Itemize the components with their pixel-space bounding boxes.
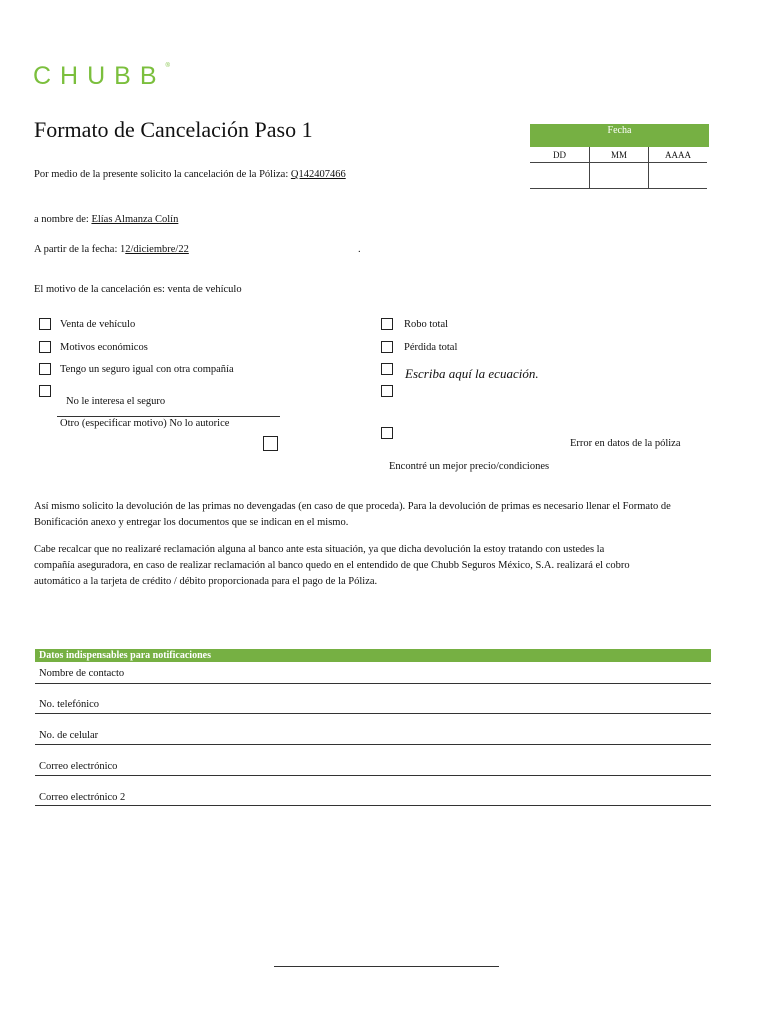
name-line — [34, 214, 178, 225]
fecha-input-row — [530, 163, 709, 189]
contact-label-nombre: Nombre de contacto — [39, 668, 125, 679]
contact-section-header: Datos indispensables para notificaciones — [35, 649, 711, 662]
paragraph-reclamacion-line3: automático a la tarjeta de crédito / débito proporcionada para el pago de la Póliza. — [34, 576, 378, 587]
checkbox-perdida-total[interactable] — [381, 341, 393, 353]
contact-label-telefono: No. telefónico — [39, 699, 100, 710]
logo-text: CHUBB — [33, 62, 166, 90]
checkbox-otro-seguro[interactable] — [39, 363, 51, 375]
name-value[interactable]: Elías Almanza Colín — [91, 214, 179, 225]
date-dot: . — [358, 244, 361, 255]
paragraph-reclamacion-line2: compañía aseguradora, en caso de realizar reclamación al banco quedo en el entendido de que Chubb Seguros México, S.A. realizará el cobro — [34, 560, 630, 571]
contact-field-correo-2[interactable] — [35, 805, 711, 806]
reason-motivos-economicos: Motivos económicos — [60, 342, 148, 353]
reason-robo-total: Robo total — [404, 319, 449, 330]
contact-field-correo[interactable] — [35, 775, 711, 776]
reason-line: El motivo de la cancelación es: venta de vehículo — [34, 284, 242, 295]
reason-perdida-total: Pérdida total — [404, 342, 458, 353]
registered-mark: ® — [165, 62, 170, 69]
chubb-logo — [33, 62, 195, 94]
fecha-header: Fecha — [530, 124, 709, 147]
fecha-mm-field[interactable] — [589, 163, 648, 189]
reason-venta-vehiculo: Venta de vehículo — [60, 319, 136, 330]
paragraph-reclamacion-line1: Cabe recalcar que no realizaré reclamación alguna al banco ante esta situación, ya que dicha devolución la estoy tratando con ustedes la — [34, 544, 605, 555]
contact-label-correo-2: Correo electrónico 2 — [39, 792, 126, 803]
signature-line[interactable] — [274, 966, 499, 967]
reason-error-datos: Error en datos de la póliza — [570, 438, 681, 449]
paragraph-devolucion — [34, 499, 714, 531]
page-title: Formato de Cancelación Paso 1 — [34, 117, 313, 142]
policy-line — [34, 169, 346, 180]
policy-number[interactable]: Q142407466 — [290, 169, 346, 180]
date-value[interactable]: 2/diciembre/22 — [125, 244, 189, 255]
checkbox-no-interesa[interactable] — [39, 385, 51, 397]
fecha-aaaa-field[interactable] — [648, 163, 707, 189]
checkbox-blank[interactable] — [381, 385, 393, 397]
checkbox-otro[interactable] — [263, 436, 278, 451]
checkbox-ecuacion[interactable] — [381, 363, 393, 375]
paragraph-devolucion-line1: Así mismo solicito la devolución de las primas no devengadas (en caso de que proceda). Para la devolución de primas es necesario llenar el Formato de — [34, 501, 671, 512]
equation-placeholder[interactable]: Escriba aquí la ecuación. — [405, 366, 539, 381]
paragraph-reclamacion — [34, 542, 714, 590]
checkbox-error-datos[interactable] — [381, 427, 393, 439]
checkbox-venta-vehiculo[interactable] — [39, 318, 51, 330]
fecha-col-mm: MM — [589, 147, 648, 163]
reason-mejor-precio: Encontré un mejor precio/condiciones — [389, 461, 550, 472]
fecha-dd-field[interactable] — [530, 163, 589, 189]
checkbox-motivos-economicos[interactable] — [39, 341, 51, 353]
policy-label: Por medio de la presente solicito la cancelación de la Póliza: — [34, 169, 289, 180]
contact-label-celular: No. de celular — [39, 730, 99, 741]
contact-field-celular[interactable] — [35, 744, 711, 745]
contact-field-telefono[interactable] — [35, 713, 711, 714]
fecha-table — [530, 124, 709, 192]
contact-label-correo: Correo electrónico — [39, 761, 118, 772]
name-label: a nombre de: — [34, 214, 89, 225]
reason-otro: Otro (especificar motivo) No lo autorice — [60, 418, 230, 429]
otro-underline — [57, 416, 280, 417]
date-line — [34, 244, 189, 255]
paragraph-devolucion-line2: Bonificación anexo y entregar los documentos que se indican en el mismo. — [34, 517, 349, 528]
fecha-col-aaaa: AAAA — [648, 147, 707, 163]
date-label: A partir de la fecha: 1 — [34, 244, 126, 255]
contact-field-nombre[interactable] — [35, 683, 711, 684]
fecha-column-headers — [530, 147, 709, 163]
fecha-col-dd: DD — [530, 147, 589, 163]
checkbox-robo-total[interactable] — [381, 318, 393, 330]
reason-no-interesa: No le interesa el seguro — [66, 396, 166, 407]
reason-otro-seguro: Tengo un seguro igual con otra compañía — [60, 364, 234, 375]
